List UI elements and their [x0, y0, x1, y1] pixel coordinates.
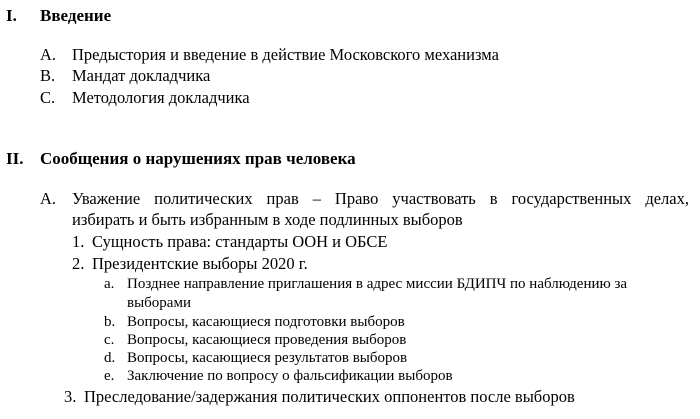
list-item-text-line: выборами [127, 295, 191, 311]
list-item-text: Заключение по вопросу о фальсификации выборов [127, 368, 453, 384]
list-marker: a. [104, 276, 115, 292]
list-marker: B. [40, 66, 56, 85]
list-marker: c. [104, 332, 115, 348]
list-marker: A. [40, 189, 57, 208]
list-marker: C. [40, 88, 56, 107]
list-marker: A. [40, 45, 57, 64]
list-item-text: Методология докладчика [72, 88, 250, 107]
list-marker: e. [104, 368, 115, 384]
section-title: Сообщения о нарушениях прав человека [40, 149, 356, 168]
list-item-text: Вопросы, касающиеся подготовки выборов [127, 314, 405, 330]
list-marker: 2. [72, 254, 85, 273]
section-title: Введение [40, 6, 112, 25]
list-item-text: Преследование/задержания политических оппонентов после выборов [84, 387, 575, 406]
list-item-text-line: Уважение политических прав – Право участвовать в государственных делах, [72, 189, 689, 208]
list-item-text-line: избирать и быть избранным в ходе подлинных выборов [72, 210, 463, 229]
list-item-text: Президентские выборы 2020 г. [92, 254, 308, 273]
list-item-text: Предыстория и введение в действие Московского механизма [72, 45, 499, 64]
list-marker: 3. [64, 387, 77, 406]
list-item-text: Вопросы, касающиеся проведения выборов [127, 332, 407, 348]
list-marker: 1. [72, 232, 85, 251]
list-marker: b. [104, 314, 116, 330]
section-numeral: II. [6, 149, 24, 168]
list-item-text-line: Позднее направление приглашения в адрес миссии БДИПЧ по наблюдению за [127, 276, 628, 292]
list-item-text: Вопросы, касающиеся результатов выборов [127, 350, 408, 366]
section-numeral: I. [6, 6, 17, 25]
list-item-text: Мандат докладчика [72, 66, 211, 85]
list-item-text: Сущность права: стандарты ООН и ОБСЕ [92, 232, 388, 251]
list-marker: d. [104, 350, 116, 366]
